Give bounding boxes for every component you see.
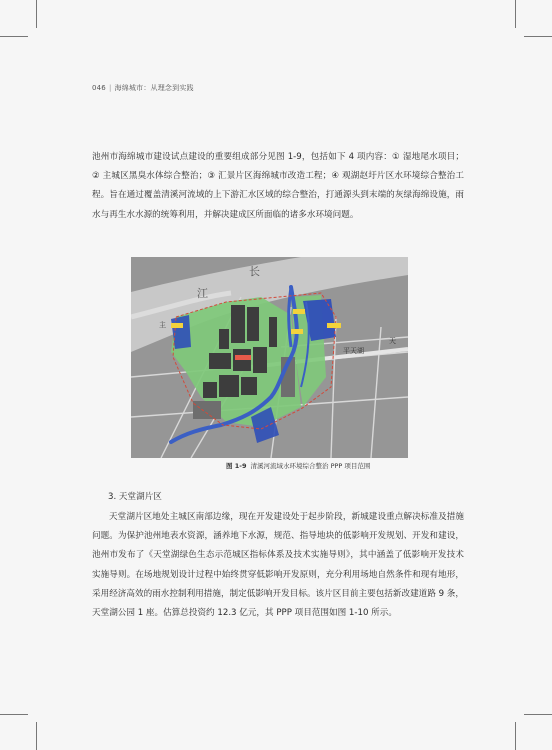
crop-mark-bl-h: [0, 714, 28, 715]
figure-caption: [226, 461, 370, 470]
page-number: 046: [92, 84, 106, 92]
crop-mark-br-h: [524, 714, 552, 715]
crop-mark-tl-v: [36, 0, 37, 28]
paragraph-intro: 池州市海绵城市建设试点建设的重要组成部分见图 1-9，包括如下 4 项内容：① 湿地尾水项目；② 主城区黑臭水体综合整治；③ 汇景片区海绵城市改造工程；④ 观湖赵圩片区水环境综合整治工程。旨在通过覆盖清溪河流域的上下游汇水区域的综合整治，打通源头到末端的灰绿海绵设施，雨水与再生水水源的统筹利用，并解决建成区所面临的诸多水环境问题。: [92, 152, 464, 220]
map-label-tian: 天: [389, 337, 396, 345]
running-head-separator: |: [108, 84, 112, 92]
map-label-jiang: 江: [197, 287, 208, 300]
map-image: [131, 257, 408, 458]
crop-mark-tl-h: [0, 36, 28, 37]
map-figure: [131, 257, 408, 458]
map-label-road: 主: [159, 321, 166, 329]
map-label-pingtian: 平天湖: [343, 347, 364, 355]
paragraph-tiantanghu: 天堂湖片区地处主城区南部边缘，现在开发建设处于起步阶段，新城建设重点解决标准及措施问题。为保护池州地表水资源，涵养地下水源，规范、指导地块的低影响开发规划、开发和建设，池州市发布了《天堂湖绿色生态示范城区指标体系及技术实施导则》，其中涵盖了低影响开发技术实施导则。在场地规划设计过程中始终贯穿低影响开发原则，充分利用场地自然条件和现有地形，采用经济高效的雨水控制利用措施，制定低影响开发目标。该片区目前主要包括新改建道路 9 条，天堂湖公园 1 座。估算总投资约 12.3 亿元，其 PPP 项目范围如图 1-10 所示。: [92, 512, 464, 619]
map-label-chang: 长: [249, 265, 260, 278]
figure-caption-text: 清溪河流域水环境综合整治 PPP 项目范围: [250, 462, 371, 470]
crop-mark-tr-v: [515, 0, 516, 28]
crop-mark-tr-h: [524, 36, 552, 37]
figure-number: 图 1-9: [226, 462, 247, 470]
section-heading: 3. 天堂湖片区: [108, 492, 162, 502]
running-head: [92, 83, 194, 93]
crop-mark-bl-v: [36, 722, 37, 750]
crop-mark-br-v: [515, 722, 516, 750]
book-title: 海绵城市：从理念到实践: [114, 84, 194, 92]
